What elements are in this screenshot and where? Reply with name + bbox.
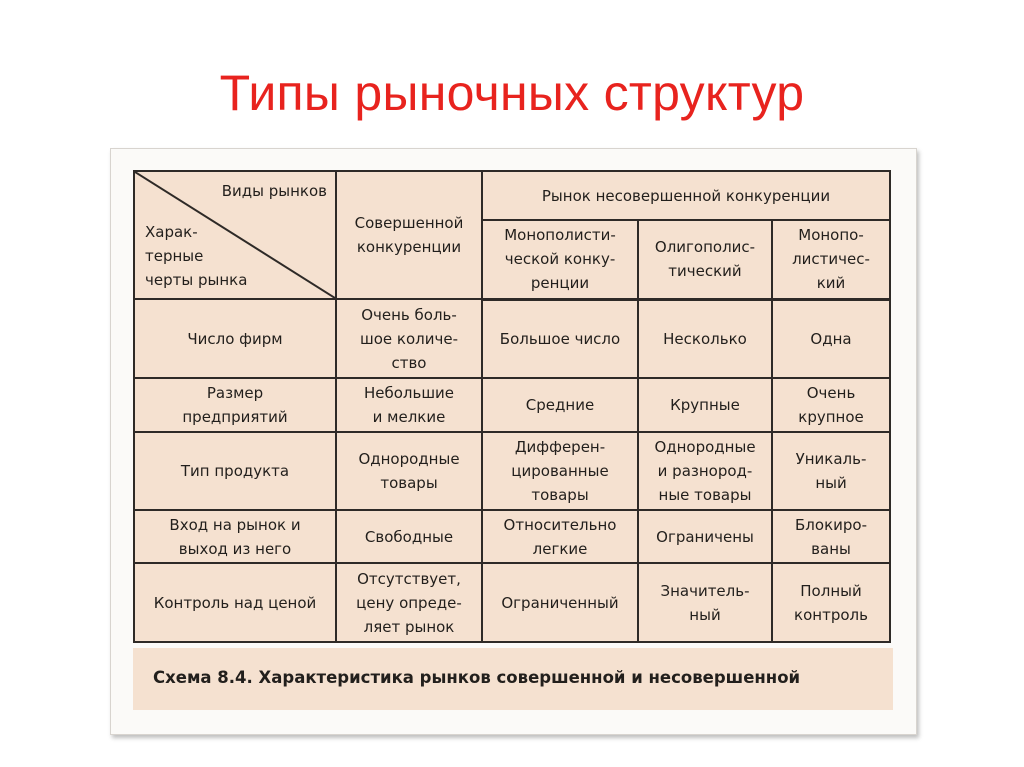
table-row bbox=[134, 378, 890, 432]
table-cell: Однородные и разнород- ные товары bbox=[638, 432, 772, 510]
table-cell: Уникаль- ный bbox=[772, 432, 890, 510]
corner-label-market-types: Виды рынков bbox=[221, 182, 327, 200]
table-row bbox=[134, 299, 890, 378]
table-cell: Отсутствует, цену опреде- ляет рынок bbox=[336, 563, 482, 642]
market-structures-table bbox=[133, 170, 891, 643]
row-label: Размер предприятий bbox=[134, 378, 336, 432]
table-cell: Дифферен- цированные товары bbox=[482, 432, 638, 510]
table-cell: Ограниченный bbox=[482, 563, 638, 642]
row-label: Число фирм bbox=[134, 299, 336, 378]
row-label: Контроль над ценой bbox=[134, 563, 336, 642]
slide-title: Типы рыночных структур bbox=[219, 65, 805, 121]
corner-header-cell bbox=[134, 171, 336, 299]
table-cell: Крупные bbox=[638, 378, 772, 432]
table-cell: Несколько bbox=[638, 299, 772, 378]
col-header-monopoly: Монопо- листичес- кий bbox=[772, 220, 890, 299]
col-header-oligopoly: Олигополис- тический bbox=[638, 220, 772, 299]
table-row bbox=[134, 432, 890, 510]
corner-label-market-features: Харак- терные черты рынка bbox=[145, 223, 248, 289]
header-row-1 bbox=[134, 171, 890, 220]
table-row bbox=[134, 510, 890, 563]
table-cell: Небольшие и мелкие bbox=[336, 378, 482, 432]
table-cell: Очень боль- шое количе- ство bbox=[336, 299, 482, 378]
table-cell: Блокиро- ваны bbox=[772, 510, 890, 563]
table-cell: Очень крупное bbox=[772, 378, 890, 432]
table-cell: Средние bbox=[482, 378, 638, 432]
col-header-monopolistic: Монополисти- ческой конку- ренции bbox=[482, 220, 638, 299]
table-row bbox=[134, 563, 890, 642]
figure-caption: Схема 8.4. Характеристика рынков совершенной и несовершенной bbox=[153, 668, 801, 687]
table-cell: Однородные товары bbox=[336, 432, 482, 510]
row-label: Тип продукта bbox=[134, 432, 336, 510]
table-cell: Большое число bbox=[482, 299, 638, 378]
scanned-table-image bbox=[110, 148, 917, 735]
row-label: Вход на рынок и выход из него bbox=[134, 510, 336, 563]
table-cell: Одна bbox=[772, 299, 890, 378]
table-cell: Относительно легкие bbox=[482, 510, 638, 563]
table-cell: Свободные bbox=[336, 510, 482, 563]
table-cell: Значитель- ный bbox=[638, 563, 772, 642]
table-cell: Полный контроль bbox=[772, 563, 890, 642]
table-cell: Ограничены bbox=[638, 510, 772, 563]
caption-band bbox=[133, 648, 893, 710]
col-header-perfect: Совершенной конкуренции bbox=[336, 171, 482, 299]
col-group-imperfect: Рынок несовершенной конкуренции bbox=[482, 171, 890, 220]
